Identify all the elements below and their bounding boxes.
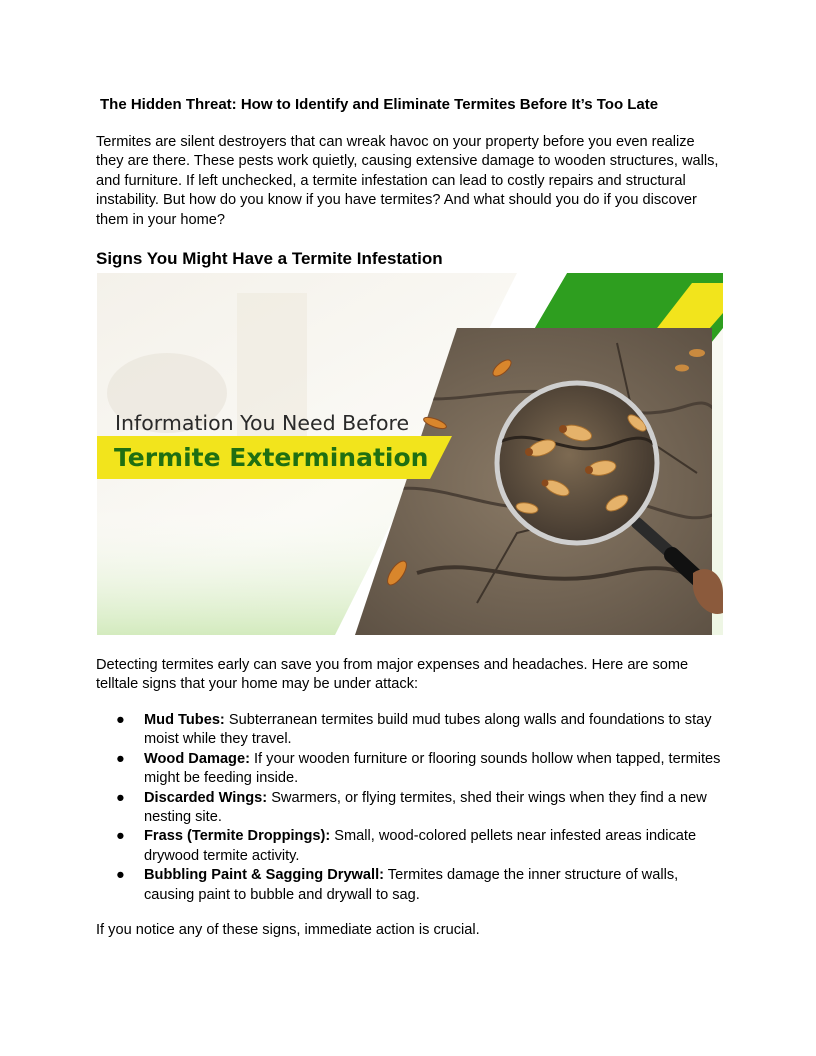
detection-paragraph: Detecting termites early can save you from major expenses and headaches. Here are some telltale signs that your home may be under attack: bbox=[96, 657, 689, 693]
list-item bbox=[96, 827, 726, 866]
bullet-icon: ● bbox=[116, 750, 125, 767]
bullet-icon: ● bbox=[116, 712, 125, 728]
sign-label: Frass (Termite Droppings): bbox=[144, 828, 331, 845]
hero-line2: Termite Extermination bbox=[114, 443, 429, 472]
sign-text: Swarmers, or flying termites, shed their wings when they find a new nesting site. bbox=[144, 789, 707, 826]
list-item bbox=[96, 789, 726, 828]
hero-line1: Information You Need Before bbox=[115, 411, 410, 435]
sign-text: Subterranean termites build mud tubes along walls and foundations to stay moist while they travel. bbox=[144, 712, 712, 748]
closing-paragraph: If you notice any of these signs, immediate action is crucial. bbox=[96, 922, 480, 938]
list-item bbox=[96, 711, 726, 750]
sign-label: Bubbling Paint & Sagging Drywall: bbox=[144, 867, 384, 884]
sign-label: Discarded Wings: bbox=[144, 789, 268, 806]
signs-list bbox=[96, 711, 726, 905]
list-item bbox=[96, 866, 726, 905]
page-title: The Hidden Threat: How to Identify and Eliminate Termites Before It’s Too Late bbox=[100, 96, 659, 113]
hero-image bbox=[97, 273, 723, 635]
intro-paragraph: Termites are silent destroyers that can wreak havoc on your property before you even realize they are there. These pests work quietly, causing extensive damage to wooden structures, walls, and furniture. If left unchecked, a termite infestation can lead to costly repairs and structural instability. But how do you know if you have termites? And what should you do if you discover them in your home? bbox=[96, 134, 719, 228]
section-heading: Signs You Might Have a Termite Infestation bbox=[96, 249, 443, 268]
sign-text: Termites damage the inner structure of walls, causing paint to bubble and drywall to sag. bbox=[144, 867, 679, 903]
bullet-icon: ● bbox=[116, 867, 125, 884]
sign-label: Wood Damage: bbox=[144, 750, 250, 767]
sign-text: Small, wood-colored pellets near infested areas indicate drywood termite activity. bbox=[144, 828, 697, 864]
sign-label: Mud Tubes: bbox=[144, 712, 225, 728]
bullet-icon: ● bbox=[116, 789, 125, 806]
sign-text: If your wooden furniture or flooring sounds hollow when tapped, termites might be feeding inside. bbox=[144, 750, 721, 787]
bullet-icon: ● bbox=[116, 828, 125, 845]
list-item bbox=[96, 750, 726, 789]
